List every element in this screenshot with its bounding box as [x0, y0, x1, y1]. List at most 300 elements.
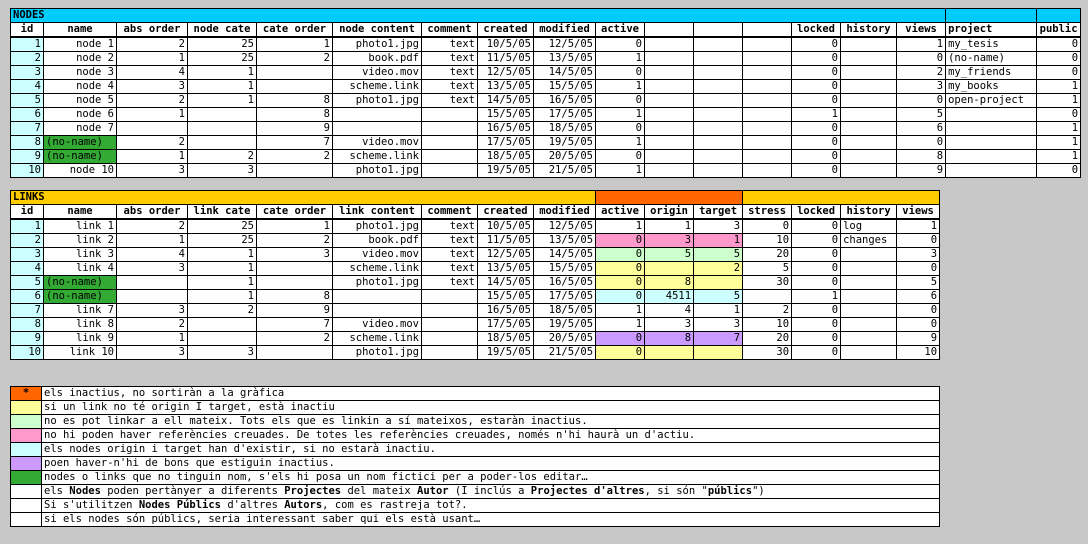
node-cell[interactable]	[946, 164, 1037, 178]
node-cell[interactable]: node 10	[44, 164, 117, 178]
link-cell[interactable]: 10	[743, 318, 792, 332]
link-cell[interactable]	[841, 332, 897, 346]
link-cell[interactable]: 0	[596, 248, 645, 262]
link-cell[interactable]: photo1.jpg	[333, 276, 422, 290]
link-cell[interactable]: 5	[743, 262, 792, 276]
link-cell[interactable]: log	[841, 219, 897, 234]
node-cell[interactable]: book.pdf	[333, 52, 422, 66]
node-cell[interactable]: scheme.link	[333, 80, 422, 94]
node-cell[interactable]	[841, 94, 897, 108]
node-cell[interactable]: 0	[792, 164, 841, 178]
node-id-cell[interactable]: 3	[11, 66, 44, 80]
link-cell[interactable]: 0	[792, 248, 841, 262]
link-cell[interactable]: scheme.link	[333, 332, 422, 346]
link-cell[interactable]: 4	[645, 304, 694, 318]
links-row[interactable]	[11, 276, 940, 290]
node-cell[interactable]	[645, 136, 694, 150]
node-cell[interactable]: (no-name)	[44, 150, 117, 164]
node-cell[interactable]	[841, 136, 897, 150]
node-cell[interactable]	[694, 37, 743, 52]
link-cell[interactable]: 7	[694, 332, 743, 346]
node-cell[interactable]: 0	[792, 52, 841, 66]
link-cell[interactable]: 0	[792, 234, 841, 248]
node-cell[interactable]: text	[422, 37, 478, 52]
node-cell[interactable]: 1	[596, 108, 645, 122]
link-cell[interactable]: 9	[257, 304, 333, 318]
link-cell[interactable]: 1	[188, 262, 257, 276]
link-cell[interactable]: 0	[792, 262, 841, 276]
node-cell[interactable]: 0	[596, 150, 645, 164]
link-cell[interactable]: 6	[897, 290, 940, 304]
link-cell[interactable]: 3	[117, 262, 188, 276]
node-cell[interactable]	[694, 66, 743, 80]
node-cell[interactable]	[257, 80, 333, 94]
node-cell[interactable]: (no-name)	[44, 136, 117, 150]
link-cell[interactable]: 0	[897, 234, 940, 248]
nodes-row[interactable]	[11, 94, 1081, 108]
node-cell[interactable]: 0	[1037, 164, 1081, 178]
link-cell[interactable]: 15/5/05	[534, 262, 596, 276]
node-cell[interactable]: text	[422, 66, 478, 80]
link-cell[interactable]: 5	[694, 248, 743, 262]
link-cell[interactable]: photo1.jpg	[333, 346, 422, 360]
link-cell[interactable]: 1	[897, 219, 940, 234]
node-cell[interactable]: 0	[792, 37, 841, 52]
node-cell[interactable]: 9	[897, 164, 946, 178]
node-cell[interactable]: node 5	[44, 94, 117, 108]
link-cell[interactable]	[422, 304, 478, 318]
node-id-cell[interactable]: 9	[11, 150, 44, 164]
link-cell[interactable]: 25	[188, 234, 257, 248]
node-cell[interactable]: 0	[596, 94, 645, 108]
node-id-cell[interactable]: 5	[11, 94, 44, 108]
node-cell[interactable]: 14/5/05	[534, 66, 596, 80]
nodes-row[interactable]	[11, 80, 1081, 94]
link-cell[interactable]: 8	[645, 276, 694, 290]
link-cell[interactable]	[422, 346, 478, 360]
node-cell[interactable]	[422, 164, 478, 178]
node-cell[interactable]: video.mov	[333, 66, 422, 80]
node-cell[interactable]	[188, 122, 257, 136]
link-cell[interactable]: 11/5/05	[478, 234, 534, 248]
node-cell[interactable]	[743, 136, 792, 150]
nodes-row[interactable]	[11, 66, 1081, 80]
links-row[interactable]	[11, 346, 940, 360]
link-cell[interactable]: 3	[694, 219, 743, 234]
node-cell[interactable]: 17/5/05	[534, 108, 596, 122]
node-cell[interactable]: 8	[257, 94, 333, 108]
node-cell[interactable]: 2	[117, 37, 188, 52]
nodes-row[interactable]	[11, 136, 1081, 150]
link-cell[interactable]: 0	[792, 219, 841, 234]
node-cell[interactable]: 16/5/05	[534, 94, 596, 108]
node-cell[interactable]	[694, 164, 743, 178]
node-cell[interactable]: 3	[897, 80, 946, 94]
link-cell[interactable]: 8	[645, 332, 694, 346]
node-cell[interactable]	[694, 150, 743, 164]
links-row[interactable]	[11, 318, 940, 332]
link-cell[interactable]: 1	[188, 290, 257, 304]
link-cell[interactable]: 9	[897, 332, 940, 346]
node-cell[interactable]: text	[422, 80, 478, 94]
node-cell[interactable]: 3	[117, 80, 188, 94]
node-cell[interactable]: 7	[257, 136, 333, 150]
node-cell[interactable]	[841, 66, 897, 80]
link-cell[interactable]: 17/5/05	[478, 318, 534, 332]
link-cell[interactable]	[841, 318, 897, 332]
node-cell[interactable]	[257, 164, 333, 178]
node-cell[interactable]: 17/5/05	[478, 136, 534, 150]
link-cell[interactable]	[333, 304, 422, 318]
node-cell[interactable]	[645, 80, 694, 94]
link-cell[interactable]: 0	[596, 234, 645, 248]
link-cell[interactable]: 4	[117, 248, 188, 262]
node-cell[interactable]: photo1.jpg	[333, 164, 422, 178]
link-cell[interactable]	[645, 262, 694, 276]
link-cell[interactable]: (no-name)	[44, 290, 117, 304]
node-cell[interactable]: 8	[257, 108, 333, 122]
node-cell[interactable]	[946, 150, 1037, 164]
node-cell[interactable]: 4	[117, 66, 188, 80]
link-cell[interactable]: 1	[645, 219, 694, 234]
link-cell[interactable]: 21/5/05	[534, 346, 596, 360]
node-cell[interactable]	[645, 94, 694, 108]
link-cell[interactable]: 2	[117, 318, 188, 332]
node-cell[interactable]: 1	[596, 52, 645, 66]
node-cell[interactable]	[333, 122, 422, 136]
node-cell[interactable]: 20/5/05	[534, 150, 596, 164]
link-cell[interactable]: 19/5/05	[478, 346, 534, 360]
node-cell[interactable]	[841, 150, 897, 164]
node-cell[interactable]	[743, 80, 792, 94]
link-cell[interactable]: 2	[694, 262, 743, 276]
link-cell[interactable]	[188, 318, 257, 332]
link-cell[interactable]: link 10	[44, 346, 117, 360]
node-cell[interactable]	[841, 80, 897, 94]
link-cell[interactable]: 3	[645, 234, 694, 248]
node-cell[interactable]: 6	[897, 122, 946, 136]
link-cell[interactable]: text	[422, 234, 478, 248]
links-row[interactable]	[11, 304, 940, 318]
link-cell[interactable]: 0	[792, 332, 841, 346]
node-cell[interactable]: photo1.jpg	[333, 37, 422, 52]
node-cell[interactable]: 5	[897, 108, 946, 122]
link-cell[interactable]: 2	[257, 234, 333, 248]
node-cell[interactable]: 0	[596, 66, 645, 80]
node-id-cell[interactable]: 2	[11, 52, 44, 66]
link-cell[interactable]: 20/5/05	[534, 332, 596, 346]
link-cell[interactable]: link 2	[44, 234, 117, 248]
node-cell[interactable]: 1	[117, 150, 188, 164]
nodes-row[interactable]	[11, 164, 1081, 178]
node-cell[interactable]: 1	[1037, 94, 1081, 108]
link-cell[interactable]	[841, 346, 897, 360]
link-cell[interactable]: 10/5/05	[478, 219, 534, 234]
node-cell[interactable]	[257, 66, 333, 80]
node-cell[interactable]: 15/5/05	[478, 108, 534, 122]
node-cell[interactable]: 16/5/05	[478, 122, 534, 136]
link-cell[interactable]: link 9	[44, 332, 117, 346]
link-cell[interactable]	[422, 318, 478, 332]
link-cell[interactable]: 0	[596, 346, 645, 360]
node-cell[interactable]	[946, 108, 1037, 122]
node-cell[interactable]: node 4	[44, 80, 117, 94]
link-cell[interactable]: 0	[792, 318, 841, 332]
link-cell[interactable]: 1	[257, 219, 333, 234]
node-cell[interactable]: 2	[257, 52, 333, 66]
link-cell[interactable]: 3	[117, 346, 188, 360]
link-cell[interactable]	[841, 248, 897, 262]
link-cell[interactable]: 3	[257, 248, 333, 262]
nodes-row[interactable]	[11, 150, 1081, 164]
link-cell[interactable]	[694, 276, 743, 290]
node-cell[interactable]: photo1.jpg	[333, 94, 422, 108]
node-cell[interactable]: 1	[188, 80, 257, 94]
node-cell[interactable]: (no-name)	[946, 52, 1037, 66]
node-cell[interactable]	[333, 108, 422, 122]
links-row[interactable]	[11, 262, 940, 276]
link-cell[interactable]: link 4	[44, 262, 117, 276]
link-cell[interactable]: 18/5/05	[534, 304, 596, 318]
link-cell[interactable]: 5	[645, 248, 694, 262]
link-cell[interactable]	[422, 332, 478, 346]
link-id-cell[interactable]: 3	[11, 248, 44, 262]
node-cell[interactable]: 2	[897, 66, 946, 80]
node-cell[interactable]	[645, 37, 694, 52]
node-cell[interactable]: node 6	[44, 108, 117, 122]
node-cell[interactable]: 2	[117, 136, 188, 150]
link-cell[interactable]	[257, 276, 333, 290]
node-cell[interactable]: 3	[117, 164, 188, 178]
node-cell[interactable]	[422, 136, 478, 150]
link-cell[interactable]	[743, 290, 792, 304]
link-cell[interactable]: 13/5/05	[534, 234, 596, 248]
link-cell[interactable]: 1	[188, 248, 257, 262]
link-cell[interactable]: scheme.link	[333, 262, 422, 276]
link-cell[interactable]: 3	[897, 248, 940, 262]
node-cell[interactable]	[841, 108, 897, 122]
node-cell[interactable]: 18/5/05	[534, 122, 596, 136]
link-cell[interactable]: 1	[792, 290, 841, 304]
node-cell[interactable]: 11/5/05	[478, 52, 534, 66]
node-cell[interactable]	[743, 122, 792, 136]
links-row[interactable]	[11, 234, 940, 248]
node-cell[interactable]: 1	[596, 80, 645, 94]
link-cell[interactable]: 0	[792, 304, 841, 318]
link-cell[interactable]	[841, 276, 897, 290]
nodes-row[interactable]	[11, 52, 1081, 66]
node-cell[interactable]	[841, 37, 897, 52]
node-cell[interactable]: 15/5/05	[534, 80, 596, 94]
link-cell[interactable]: 30	[743, 276, 792, 290]
node-cell[interactable]: node 1	[44, 37, 117, 52]
node-cell[interactable]	[743, 164, 792, 178]
link-cell[interactable]: 16/5/05	[478, 304, 534, 318]
link-cell[interactable]: 5	[694, 290, 743, 304]
node-cell[interactable]: text	[422, 94, 478, 108]
node-cell[interactable]	[841, 122, 897, 136]
node-id-cell[interactable]: 6	[11, 108, 44, 122]
link-cell[interactable]	[117, 290, 188, 304]
node-cell[interactable]: 12/5/05	[534, 37, 596, 52]
link-cell[interactable]: link 1	[44, 219, 117, 234]
link-cell[interactable]: 14/5/05	[534, 248, 596, 262]
node-cell[interactable]	[188, 108, 257, 122]
node-cell[interactable]: 1	[1037, 80, 1081, 94]
link-cell[interactable]: 0	[596, 290, 645, 304]
node-cell[interactable]: scheme.link	[333, 150, 422, 164]
links-row[interactable]	[11, 219, 940, 234]
link-cell[interactable]: text	[422, 276, 478, 290]
node-cell[interactable]	[743, 150, 792, 164]
link-cell[interactable]	[333, 290, 422, 304]
node-cell[interactable]: 14/5/05	[478, 94, 534, 108]
node-cell[interactable]: 0	[792, 122, 841, 136]
node-cell[interactable]: 1	[792, 108, 841, 122]
link-id-cell[interactable]: 4	[11, 262, 44, 276]
nodes-row[interactable]	[11, 37, 1081, 52]
link-cell[interactable]: 0	[596, 262, 645, 276]
link-cell[interactable]: 1	[596, 318, 645, 332]
links-row[interactable]	[11, 290, 940, 304]
link-id-cell[interactable]: 6	[11, 290, 44, 304]
node-cell[interactable]: 1	[1037, 136, 1081, 150]
link-cell[interactable]	[694, 346, 743, 360]
node-cell[interactable]	[694, 122, 743, 136]
link-id-cell[interactable]: 2	[11, 234, 44, 248]
node-cell[interactable]: 1	[117, 52, 188, 66]
node-cell[interactable]: node 2	[44, 52, 117, 66]
link-cell[interactable]: 0	[897, 262, 940, 276]
node-cell[interactable]: 0	[792, 80, 841, 94]
link-cell[interactable]: video.mov	[333, 318, 422, 332]
node-cell[interactable]: 1	[1037, 122, 1081, 136]
node-cell[interactable]: 2	[257, 150, 333, 164]
link-cell[interactable]: 10	[897, 346, 940, 360]
link-cell[interactable]: 0	[897, 304, 940, 318]
link-cell[interactable]	[841, 290, 897, 304]
node-cell[interactable]: my_tesis	[946, 37, 1037, 52]
node-cell[interactable]: 1	[188, 94, 257, 108]
node-cell[interactable]: 8	[897, 150, 946, 164]
link-cell[interactable]: video.mov	[333, 248, 422, 262]
nodes-row[interactable]	[11, 108, 1081, 122]
link-cell[interactable]: (no-name)	[44, 276, 117, 290]
node-cell[interactable]	[645, 150, 694, 164]
links-row[interactable]	[11, 248, 940, 262]
link-cell[interactable]: text	[422, 248, 478, 262]
node-cell[interactable]	[743, 66, 792, 80]
link-cell[interactable]	[188, 332, 257, 346]
node-cell[interactable]	[694, 136, 743, 150]
link-cell[interactable]: 3	[117, 304, 188, 318]
node-cell[interactable]: text	[422, 52, 478, 66]
link-cell[interactable]: 2	[188, 304, 257, 318]
node-cell[interactable]: 0	[1037, 66, 1081, 80]
node-cell[interactable]: 0	[792, 136, 841, 150]
link-cell[interactable]: 0	[792, 276, 841, 290]
node-cell[interactable]	[841, 164, 897, 178]
node-cell[interactable]	[188, 136, 257, 150]
link-cell[interactable]: 10	[743, 234, 792, 248]
link-cell[interactable]: link 7	[44, 304, 117, 318]
node-cell[interactable]: my_friends	[946, 66, 1037, 80]
node-cell[interactable]: 25	[188, 52, 257, 66]
node-cell[interactable]: 19/5/05	[534, 136, 596, 150]
link-id-cell[interactable]: 7	[11, 304, 44, 318]
node-cell[interactable]: node 7	[44, 122, 117, 136]
link-cell[interactable]: 0	[596, 276, 645, 290]
node-cell[interactable]: my_books	[946, 80, 1037, 94]
node-cell[interactable]: 13/5/05	[534, 52, 596, 66]
node-cell[interactable]	[117, 122, 188, 136]
link-cell[interactable]	[257, 262, 333, 276]
node-cell[interactable]: 2	[117, 94, 188, 108]
link-cell[interactable]: 19/5/05	[534, 318, 596, 332]
node-cell[interactable]	[422, 108, 478, 122]
link-cell[interactable]	[841, 262, 897, 276]
node-id-cell[interactable]: 8	[11, 136, 44, 150]
node-cell[interactable]	[743, 94, 792, 108]
link-cell[interactable]	[422, 290, 478, 304]
link-id-cell[interactable]: 8	[11, 318, 44, 332]
link-cell[interactable]: 20	[743, 248, 792, 262]
node-cell[interactable]: video.mov	[333, 136, 422, 150]
link-id-cell[interactable]: 5	[11, 276, 44, 290]
link-cell[interactable]: 20	[743, 332, 792, 346]
node-cell[interactable]	[743, 52, 792, 66]
link-cell[interactable]: link 3	[44, 248, 117, 262]
link-cell[interactable]: text	[422, 219, 478, 234]
node-cell[interactable]	[694, 94, 743, 108]
link-cell[interactable]: 0	[596, 332, 645, 346]
node-cell[interactable]: 1	[117, 108, 188, 122]
link-cell[interactable]: link 8	[44, 318, 117, 332]
link-cell[interactable]: 2	[257, 332, 333, 346]
node-cell[interactable]	[946, 122, 1037, 136]
node-cell[interactable]	[422, 150, 478, 164]
link-cell[interactable]: 2	[117, 219, 188, 234]
link-cell[interactable]: 4511	[645, 290, 694, 304]
node-cell[interactable]	[645, 164, 694, 178]
link-cell[interactable]: 1	[596, 304, 645, 318]
link-cell[interactable]: 1	[117, 234, 188, 248]
node-cell[interactable]: 0	[1037, 108, 1081, 122]
node-cell[interactable]: 0	[792, 66, 841, 80]
link-cell[interactable]: 3	[188, 346, 257, 360]
link-cell[interactable]: book.pdf	[333, 234, 422, 248]
node-cell[interactable]: 0	[897, 52, 946, 66]
link-cell[interactable]	[841, 304, 897, 318]
node-cell[interactable]: 25	[188, 37, 257, 52]
node-cell[interactable]	[694, 108, 743, 122]
node-id-cell[interactable]: 7	[11, 122, 44, 136]
node-cell[interactable]: 0	[596, 122, 645, 136]
link-id-cell[interactable]: 9	[11, 332, 44, 346]
node-cell[interactable]	[645, 122, 694, 136]
node-cell[interactable]	[422, 122, 478, 136]
link-cell[interactable]: 17/5/05	[534, 290, 596, 304]
link-cell[interactable]: 18/5/05	[478, 332, 534, 346]
node-cell[interactable]: 1	[596, 164, 645, 178]
link-id-cell[interactable]: 1	[11, 219, 44, 234]
node-cell[interactable]: 0	[596, 37, 645, 52]
link-cell[interactable]: 0	[743, 219, 792, 234]
link-cell[interactable]: 3	[694, 318, 743, 332]
node-cell[interactable]: 9	[257, 122, 333, 136]
link-cell[interactable]: text	[422, 262, 478, 276]
link-cell[interactable]: 7	[257, 318, 333, 332]
